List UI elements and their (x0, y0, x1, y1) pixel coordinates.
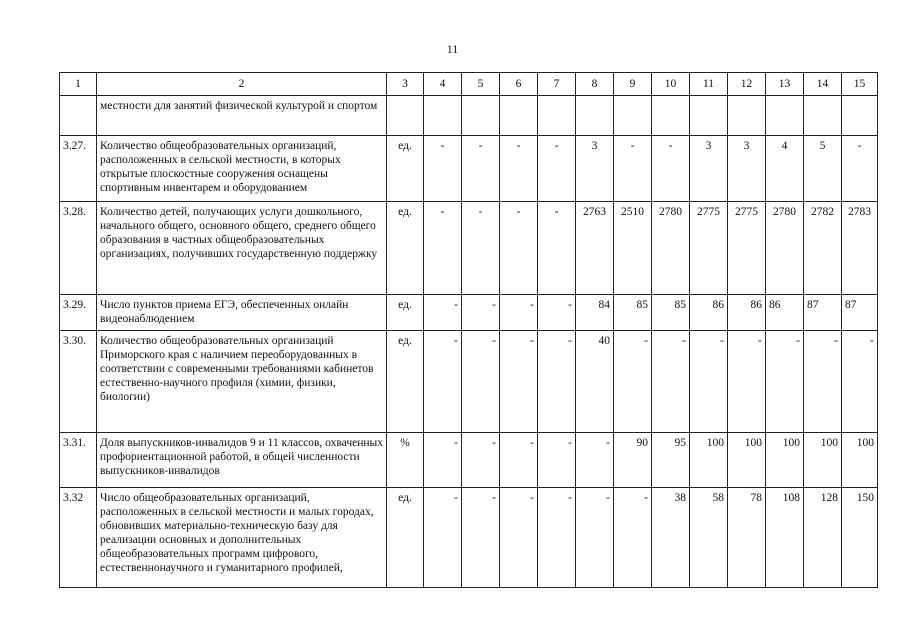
value-cell: - (842, 136, 878, 202)
value-cell: 38 (652, 488, 690, 588)
header-cell: 3 (387, 73, 424, 96)
value-cell: - (576, 433, 614, 488)
table-row (60, 136, 878, 202)
value-cell (804, 96, 842, 136)
value-cell: 3 (728, 136, 766, 202)
row-number: 3.32 (60, 488, 97, 588)
header-cell: 1 (60, 73, 97, 96)
value-cell: - (538, 295, 576, 331)
value-cell: - (424, 488, 462, 588)
value-cell: 78 (728, 488, 766, 588)
value-cell: - (500, 331, 538, 433)
value-cell: - (614, 136, 652, 202)
value-cell (538, 96, 576, 136)
value-cell (462, 96, 500, 136)
value-cell (690, 96, 728, 136)
value-cell: - (462, 331, 500, 433)
value-cell: 2783 (842, 202, 878, 295)
unit-cell: ед. (387, 136, 424, 202)
value-cell: - (500, 202, 538, 295)
value-cell: 95 (652, 433, 690, 488)
header-cell: 7 (538, 73, 576, 96)
value-cell: - (842, 331, 878, 433)
table-row (60, 433, 878, 488)
value-cell: - (766, 331, 804, 433)
value-cell: - (424, 202, 462, 295)
value-cell: 84 (576, 295, 614, 331)
value-cell (728, 96, 766, 136)
value-cell: - (614, 331, 652, 433)
header-cell: 15 (842, 73, 878, 96)
value-cell: 3 (690, 136, 728, 202)
indicator-description: Доля выпускников-инвалидов 9 и 11 классов, охваченных профориентационной работой, в общей численности выпускников-инвалидов (97, 433, 387, 488)
value-cell: 100 (728, 433, 766, 488)
header-row (60, 73, 878, 96)
header-cell: 14 (804, 73, 842, 96)
value-cell: 5 (804, 136, 842, 202)
value-cell: - (500, 136, 538, 202)
header-cell: 5 (462, 73, 500, 96)
value-cell: 2782 (804, 202, 842, 295)
value-cell: - (462, 433, 500, 488)
value-cell: - (652, 136, 690, 202)
value-cell (766, 96, 804, 136)
unit-cell: ед. (387, 202, 424, 295)
value-cell: - (538, 202, 576, 295)
value-cell: 100 (690, 433, 728, 488)
value-cell: - (462, 202, 500, 295)
value-cell (842, 96, 878, 136)
value-cell: - (462, 295, 500, 331)
value-cell: - (462, 136, 500, 202)
row-number: 3.28. (60, 202, 97, 295)
indicator-description: Число пунктов приема ЕГЭ, обеспеченных онлайн видеонаблюдением (97, 295, 387, 331)
header-cell: 9 (614, 73, 652, 96)
value-cell: 2510 (614, 202, 652, 295)
header-cell: 6 (500, 73, 538, 96)
value-cell: 100 (766, 433, 804, 488)
row-number: 3.29. (60, 295, 97, 331)
unit-cell (387, 96, 424, 136)
unit-cell: ед. (387, 488, 424, 588)
header-cell: 4 (424, 73, 462, 96)
value-cell (614, 96, 652, 136)
value-cell: - (652, 331, 690, 433)
value-cell: - (728, 331, 766, 433)
value-cell: - (690, 331, 728, 433)
value-cell: - (462, 488, 500, 588)
table-row (60, 488, 878, 588)
header-cell: 11 (690, 73, 728, 96)
indicator-description: Количество общеобразовательных организаций Приморского края с наличием переоборудованных в соответствии с современными требованиями кабинетов естественно-научного профиля (химии, физики, биологии) (97, 331, 387, 433)
value-cell: - (614, 488, 652, 588)
header-cell: 13 (766, 73, 804, 96)
indicator-description: Количество детей, получающих услуги дошкольного, начального общего, основного общего, среднего общего образования в частных общеобразовательных организациях, получивших государственную поддержку (97, 202, 387, 295)
value-cell: 85 (652, 295, 690, 331)
value-cell: 2775 (690, 202, 728, 295)
value-cell: 2775 (728, 202, 766, 295)
value-cell: - (500, 433, 538, 488)
value-cell: - (804, 331, 842, 433)
value-cell: 85 (614, 295, 652, 331)
header-cell: 2 (97, 73, 387, 96)
value-cell (652, 96, 690, 136)
value-cell: 40 (576, 331, 614, 433)
value-cell: - (538, 488, 576, 588)
value-cell: - (538, 331, 576, 433)
value-cell: - (576, 488, 614, 588)
value-cell: 58 (690, 488, 728, 588)
value-cell: - (424, 433, 462, 488)
value-cell: 90 (614, 433, 652, 488)
value-cell: - (424, 295, 462, 331)
row-number: 3.27. (60, 136, 97, 202)
unit-cell: ед. (387, 295, 424, 331)
value-cell: 100 (804, 433, 842, 488)
value-cell: 2780 (652, 202, 690, 295)
indicator-description: Количество общеобразовательных организаций, расположенных в сельской местности, в которых открытые плоскостные сооружения оснащены спортивным инвентарем и оборудованием (97, 136, 387, 202)
header-cell: 8 (576, 73, 614, 96)
value-cell: 4 (766, 136, 804, 202)
value-cell: 87 (804, 295, 842, 331)
value-cell: - (538, 136, 576, 202)
value-cell: 86 (728, 295, 766, 331)
indicators-table (59, 72, 878, 588)
value-cell: - (424, 331, 462, 433)
value-cell: 86 (690, 295, 728, 331)
header-cell: 12 (728, 73, 766, 96)
value-cell: - (424, 136, 462, 202)
value-cell: - (538, 433, 576, 488)
row-number: 3.31. (60, 433, 97, 488)
value-cell: 150 (842, 488, 878, 588)
header-cell: 10 (652, 73, 690, 96)
value-cell: 3 (576, 136, 614, 202)
table-row (60, 295, 878, 331)
value-cell: - (500, 295, 538, 331)
indicator-description: Число общеобразовательных организаций, расположенных в сельской местности и малых городах, обновивших материально-техническую базу для реализации основных и дополнительных общеобразовательных программ цифрового, естественнонаучного и гуманитарного профилей, (97, 488, 387, 588)
value-cell: 2763 (576, 202, 614, 295)
value-cell: 2780 (766, 202, 804, 295)
indicator-description: местности для занятий физической культурой и спортом (97, 96, 387, 136)
value-cell: - (500, 488, 538, 588)
unit-cell: ед. (387, 331, 424, 433)
table-row (60, 202, 878, 295)
value-cell: 108 (766, 488, 804, 588)
value-cell: 128 (804, 488, 842, 588)
row-number: 3.30. (60, 331, 97, 433)
table-row (60, 331, 878, 433)
page-number: 11 (446, 42, 459, 56)
value-cell (500, 96, 538, 136)
row-number (60, 96, 97, 136)
table-body (60, 73, 878, 588)
value-cell (576, 96, 614, 136)
unit-cell: % (387, 433, 424, 488)
value-cell: 100 (842, 433, 878, 488)
table-row (60, 96, 878, 136)
value-cell: 86 (766, 295, 804, 331)
value-cell: 87 (842, 295, 878, 331)
value-cell (424, 96, 462, 136)
